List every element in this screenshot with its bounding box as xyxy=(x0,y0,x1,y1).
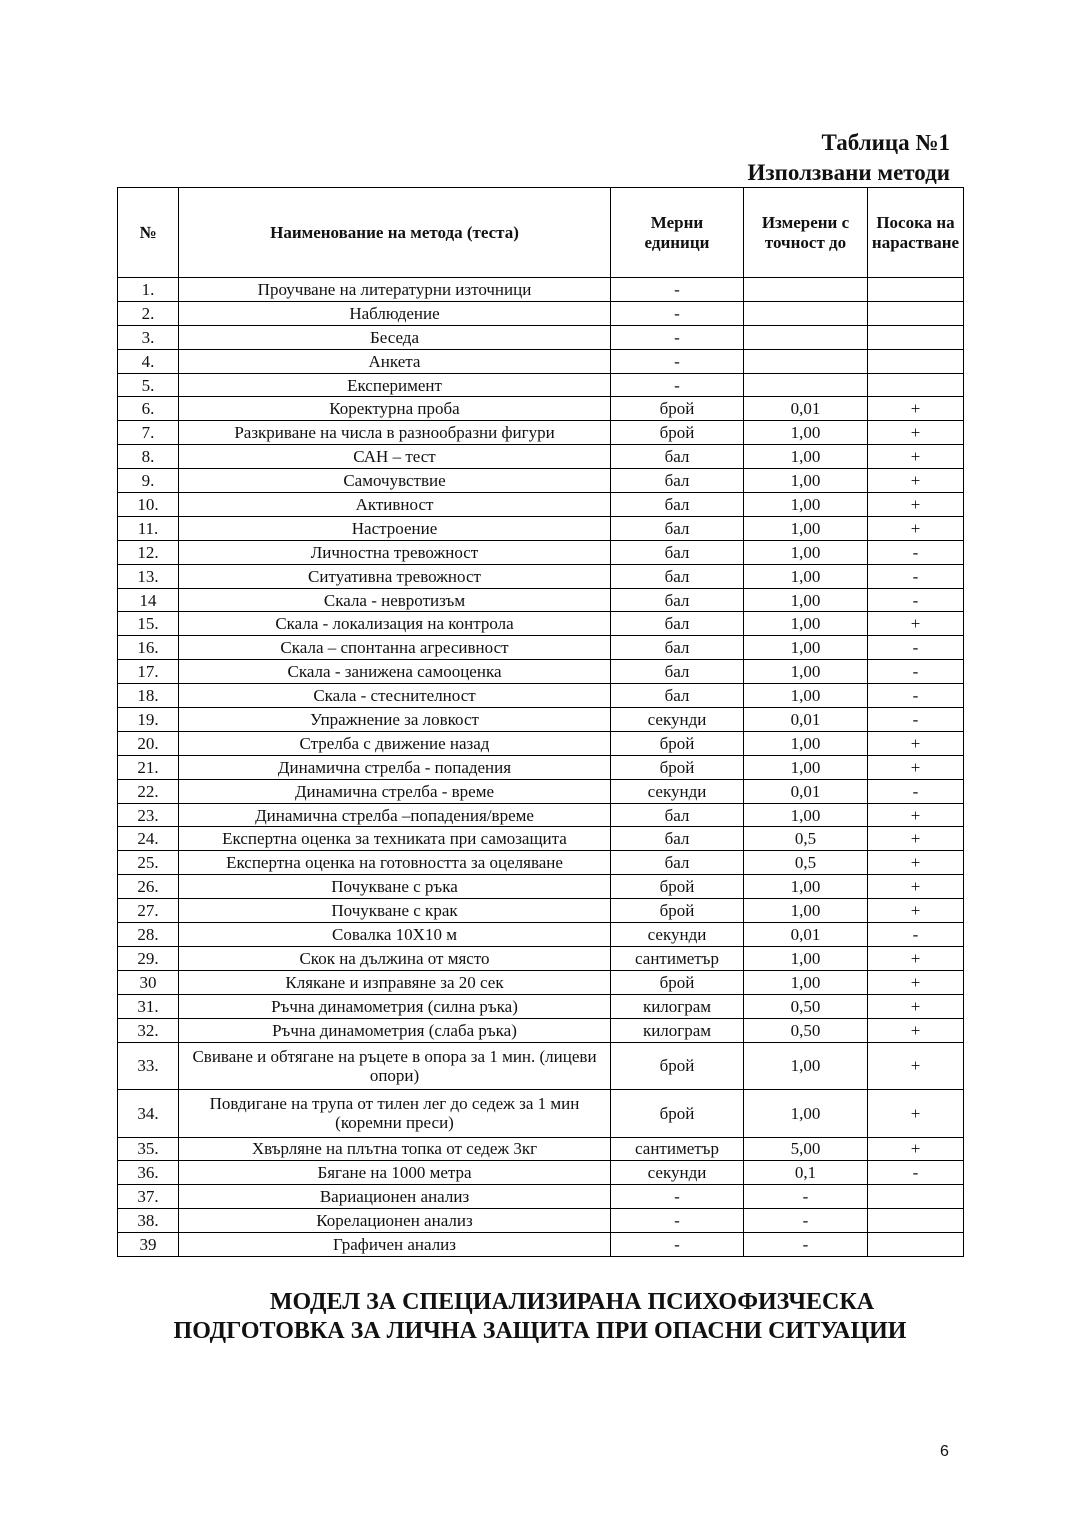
measure-unit-cell: секунди xyxy=(611,1161,744,1185)
growth-direction-cell: + xyxy=(868,899,964,923)
method-name-cell: Вариационен анализ xyxy=(179,1185,611,1209)
method-name-cell: Скала - занижена самооценка xyxy=(179,660,611,684)
row-number-cell: 10. xyxy=(118,493,179,517)
page-number: 6 xyxy=(940,1443,949,1460)
measure-unit-cell: секунди xyxy=(611,708,744,732)
precision-cell: 1,00 xyxy=(744,612,868,636)
row-number-cell: 6. xyxy=(118,397,179,421)
method-name-cell: Експертна оценка за техниката при самозащита xyxy=(179,827,611,851)
method-name-cell: Хвърляне на плътна топка от седеж 3кг xyxy=(179,1137,611,1161)
table-row xyxy=(118,445,964,469)
table-caption-number: Таблица №1 xyxy=(821,130,950,155)
method-name-cell: Беседа xyxy=(179,325,611,349)
growth-direction-cell: + xyxy=(868,397,964,421)
measure-unit-cell: брой xyxy=(611,1042,744,1090)
section-heading-line2: ПОДГОТОВКА ЗА ЛИЧНА ЗАЩИТА ПРИ ОПАСНИ СИТУАЦИИ xyxy=(173,1318,907,1344)
table-row xyxy=(118,1233,964,1257)
growth-direction-cell: + xyxy=(868,612,964,636)
measure-unit-cell: - xyxy=(611,1209,744,1233)
growth-direction-cell: - xyxy=(868,564,964,588)
method-name-cell: Експеримент xyxy=(179,373,611,397)
row-number-cell: 12. xyxy=(118,540,179,564)
method-name-cell: Корелационен анализ xyxy=(179,1209,611,1233)
precision-cell: 1,00 xyxy=(744,469,868,493)
growth-direction-cell xyxy=(868,1233,964,1257)
measure-unit-cell: бал xyxy=(611,827,744,851)
table-row xyxy=(118,970,964,994)
row-number-cell: 17. xyxy=(118,660,179,684)
table-row xyxy=(118,612,964,636)
measure-unit-cell: килограм xyxy=(611,994,744,1018)
table-row xyxy=(118,588,964,612)
row-number-cell: 27. xyxy=(118,899,179,923)
precision-cell: 1,00 xyxy=(744,516,868,540)
table-row xyxy=(118,421,964,445)
table-row xyxy=(118,301,964,325)
growth-direction-cell: + xyxy=(868,851,964,875)
measure-unit-cell: бал xyxy=(611,588,744,612)
row-number-cell: 1. xyxy=(118,278,179,302)
method-name-cell: Бягане на 1000 метра xyxy=(179,1161,611,1185)
table-row xyxy=(118,946,964,970)
method-name-cell: Скала - стеснителност xyxy=(179,684,611,708)
growth-direction-cell: + xyxy=(868,516,964,540)
precision-cell: 1,00 xyxy=(744,564,868,588)
precision-cell: 1,00 xyxy=(744,803,868,827)
precision-cell xyxy=(744,278,868,302)
method-name-cell: Разкриване на числа в разнообразни фигури xyxy=(179,421,611,445)
table-row xyxy=(118,923,964,947)
precision-cell: 1,00 xyxy=(744,731,868,755)
measure-unit-cell: - xyxy=(611,373,744,397)
table-row xyxy=(118,516,964,540)
precision-cell: 0,5 xyxy=(744,851,868,875)
precision-cell: 1,00 xyxy=(744,755,868,779)
growth-direction-cell: + xyxy=(868,493,964,517)
row-number-cell: 23. xyxy=(118,803,179,827)
row-number-cell: 7. xyxy=(118,421,179,445)
growth-direction-cell: + xyxy=(868,970,964,994)
table-row xyxy=(118,994,964,1018)
measure-unit-cell: - xyxy=(611,349,744,373)
row-number-cell: 20. xyxy=(118,731,179,755)
growth-direction-cell xyxy=(868,1185,964,1209)
method-name-cell: Настроение xyxy=(179,516,611,540)
row-number-cell: 13. xyxy=(118,564,179,588)
measure-unit-cell: брой xyxy=(611,1090,744,1138)
method-name-cell: Личностна тревожност xyxy=(179,540,611,564)
measure-unit-cell: бал xyxy=(611,636,744,660)
growth-direction-cell: - xyxy=(868,779,964,803)
growth-direction-cell: - xyxy=(868,636,964,660)
measure-unit-cell: бал xyxy=(611,612,744,636)
precision-cell: 1,00 xyxy=(744,421,868,445)
measure-unit-cell: бал xyxy=(611,516,744,540)
measure-unit-cell: брой xyxy=(611,875,744,899)
growth-direction-cell: + xyxy=(868,755,964,779)
table-row xyxy=(118,899,964,923)
measure-unit-cell: бал xyxy=(611,660,744,684)
precision-cell: 1,00 xyxy=(744,540,868,564)
row-number-cell: 18. xyxy=(118,684,179,708)
method-name-cell: Проучване на литературни източници xyxy=(179,278,611,302)
measure-unit-cell: брой xyxy=(611,421,744,445)
measure-unit-cell: - xyxy=(611,1185,744,1209)
growth-direction-cell xyxy=(868,301,964,325)
row-number-cell: 5. xyxy=(118,373,179,397)
row-number-cell: 34. xyxy=(118,1090,179,1138)
table-row xyxy=(118,397,964,421)
row-number-cell: 35. xyxy=(118,1137,179,1161)
growth-direction-cell xyxy=(868,278,964,302)
table-row xyxy=(118,1090,964,1138)
precision-cell: 1,00 xyxy=(744,684,868,708)
row-number-cell: 37. xyxy=(118,1185,179,1209)
method-name-cell: Почукване с ръка xyxy=(179,875,611,899)
growth-direction-cell xyxy=(868,349,964,373)
row-number-cell: 4. xyxy=(118,349,179,373)
table-row xyxy=(118,1185,964,1209)
measure-unit-cell: - xyxy=(611,325,744,349)
method-name-cell: Динамична стрелба - попадения xyxy=(179,755,611,779)
growth-direction-cell: + xyxy=(868,421,964,445)
table-row xyxy=(118,1137,964,1161)
table-row xyxy=(118,827,964,851)
precision-cell: 0,50 xyxy=(744,1018,868,1042)
header-method-name: Наименование на метода (теста) xyxy=(179,188,611,278)
precision-cell: 1,00 xyxy=(744,1090,868,1138)
row-number-cell: 31. xyxy=(118,994,179,1018)
growth-direction-cell: + xyxy=(868,1018,964,1042)
method-name-cell: Наблюдение xyxy=(179,301,611,325)
table-row xyxy=(118,1042,964,1090)
method-name-cell: САН – тест xyxy=(179,445,611,469)
growth-direction-cell: - xyxy=(868,1161,964,1185)
header-number: № xyxy=(118,188,179,278)
row-number-cell: 2. xyxy=(118,301,179,325)
precision-cell xyxy=(744,325,868,349)
row-number-cell: 15. xyxy=(118,612,179,636)
measure-unit-cell: бал xyxy=(611,684,744,708)
row-number-cell: 39 xyxy=(118,1233,179,1257)
precision-cell: 1,00 xyxy=(744,493,868,517)
method-name-cell: Активност xyxy=(179,493,611,517)
precision-cell: 0,50 xyxy=(744,994,868,1018)
method-name-cell: Експертна оценка на готовността за оцеляване xyxy=(179,851,611,875)
method-name-cell: Анкета xyxy=(179,349,611,373)
method-name-cell: Скала - невротизъм xyxy=(179,588,611,612)
precision-cell: 0,1 xyxy=(744,1161,868,1185)
measure-unit-cell: бал xyxy=(611,540,744,564)
growth-direction-cell: + xyxy=(868,1042,964,1090)
method-name-cell: Скала – спонтанна агресивност xyxy=(179,636,611,660)
precision-cell: 1,00 xyxy=(744,970,868,994)
growth-direction-cell: + xyxy=(868,1137,964,1161)
growth-direction-cell: + xyxy=(868,731,964,755)
measure-unit-cell: брой xyxy=(611,397,744,421)
row-number-cell: 3. xyxy=(118,325,179,349)
table-row xyxy=(118,731,964,755)
row-number-cell: 28. xyxy=(118,923,179,947)
measure-unit-cell: брой xyxy=(611,970,744,994)
precision-cell: 0,01 xyxy=(744,923,868,947)
method-name-cell: Повдигане на трупа от тилен лег до седеж за 1 мин (коремни преси) xyxy=(179,1090,611,1138)
measure-unit-cell: бал xyxy=(611,564,744,588)
precision-cell xyxy=(744,373,868,397)
table-row xyxy=(118,851,964,875)
precision-cell: 0,5 xyxy=(744,827,868,851)
measure-unit-cell: бал xyxy=(611,445,744,469)
row-number-cell: 36. xyxy=(118,1161,179,1185)
growth-direction-cell: + xyxy=(868,994,964,1018)
table-row xyxy=(118,564,964,588)
precision-cell: 1,00 xyxy=(744,588,868,612)
table-row xyxy=(118,278,964,302)
method-name-cell: Скок на дължина от място xyxy=(179,946,611,970)
precision-cell xyxy=(744,349,868,373)
precision-cell: 1,00 xyxy=(744,899,868,923)
growth-direction-cell: + xyxy=(868,1090,964,1138)
row-number-cell: 25. xyxy=(118,851,179,875)
method-name-cell: Ситуативна тревожност xyxy=(179,564,611,588)
table-row xyxy=(118,373,964,397)
row-number-cell: 14 xyxy=(118,588,179,612)
growth-direction-cell: + xyxy=(868,803,964,827)
measure-unit-cell: брой xyxy=(611,731,744,755)
precision-cell: - xyxy=(744,1209,868,1233)
measure-unit-cell: бал xyxy=(611,469,744,493)
measure-unit-cell: килограм xyxy=(611,1018,744,1042)
precision-cell: 0,01 xyxy=(744,779,868,803)
growth-direction-cell xyxy=(868,325,964,349)
precision-cell: 1,00 xyxy=(744,946,868,970)
table-row xyxy=(118,684,964,708)
growth-direction-cell: + xyxy=(868,946,964,970)
table-row xyxy=(118,1018,964,1042)
method-name-cell: Клякане и изправяне за 20 сек xyxy=(179,970,611,994)
table-row xyxy=(118,1209,964,1233)
method-name-cell: Динамична стрелба –попадения/време xyxy=(179,803,611,827)
precision-cell: 0,01 xyxy=(744,708,868,732)
table-row xyxy=(118,325,964,349)
growth-direction-cell: + xyxy=(868,827,964,851)
precision-cell: 1,00 xyxy=(744,636,868,660)
growth-direction-cell xyxy=(868,373,964,397)
precision-cell: - xyxy=(744,1233,868,1257)
row-number-cell: 8. xyxy=(118,445,179,469)
method-name-cell: Коректурна проба xyxy=(179,397,611,421)
row-number-cell: 24. xyxy=(118,827,179,851)
precision-cell: 1,00 xyxy=(744,1042,868,1090)
growth-direction-cell: - xyxy=(868,708,964,732)
header-precision: Измерени с точност до xyxy=(744,188,868,278)
precision-cell: 1,00 xyxy=(744,445,868,469)
measure-unit-cell: - xyxy=(611,278,744,302)
method-name-cell: Свиване и обтягане на ръцете в опора за 1 мин. (лицеви опори) xyxy=(179,1042,611,1090)
table-row xyxy=(118,636,964,660)
row-number-cell: 11. xyxy=(118,516,179,540)
table-row xyxy=(118,349,964,373)
row-number-cell: 29. xyxy=(118,946,179,970)
method-name-cell: Динамична стрелба - време xyxy=(179,779,611,803)
growth-direction-cell: + xyxy=(868,875,964,899)
row-number-cell: 26. xyxy=(118,875,179,899)
row-number-cell: 19. xyxy=(118,708,179,732)
growth-direction-cell: + xyxy=(868,445,964,469)
measure-unit-cell: бал xyxy=(611,803,744,827)
method-name-cell: Стрелба с движение назад xyxy=(179,731,611,755)
row-number-cell: 32. xyxy=(118,1018,179,1042)
measure-unit-cell: - xyxy=(611,301,744,325)
measure-unit-cell: брой xyxy=(611,899,744,923)
method-name-cell: Самочувствие xyxy=(179,469,611,493)
table-row xyxy=(118,779,964,803)
method-name-cell: Почукване с крак xyxy=(179,899,611,923)
growth-direction-cell: - xyxy=(868,684,964,708)
row-number-cell: 33. xyxy=(118,1042,179,1090)
growth-direction-cell: - xyxy=(868,588,964,612)
precision-cell: 1,00 xyxy=(744,660,868,684)
table-body xyxy=(118,278,964,1257)
precision-cell: 5,00 xyxy=(744,1137,868,1161)
table-row xyxy=(118,540,964,564)
precision-cell: - xyxy=(744,1185,868,1209)
table-caption-title: Използвани методи xyxy=(747,160,950,185)
table-row xyxy=(118,660,964,684)
section-heading-line1: МОДЕЛ ЗА СПЕЦИАЛИЗИРАНА ПСИХОФИЗЧЕСКА xyxy=(269,1289,875,1315)
growth-direction-cell: - xyxy=(868,660,964,684)
measure-unit-cell: секунди xyxy=(611,779,744,803)
measure-unit-cell: бал xyxy=(611,493,744,517)
table-header-row xyxy=(118,188,964,278)
method-name-cell: Скала - локализация на контрола xyxy=(179,612,611,636)
table-row xyxy=(118,875,964,899)
growth-direction-cell: - xyxy=(868,540,964,564)
growth-direction-cell: + xyxy=(868,469,964,493)
row-number-cell: 9. xyxy=(118,469,179,493)
method-name-cell: Ръчна динамометрия (слаба ръка) xyxy=(179,1018,611,1042)
table-row xyxy=(118,1161,964,1185)
method-name-cell: Упражнение за ловкост xyxy=(179,708,611,732)
precision-cell: 1,00 xyxy=(744,875,868,899)
growth-direction-cell: - xyxy=(868,923,964,947)
methods-table xyxy=(117,187,964,1257)
table-row xyxy=(118,803,964,827)
measure-unit-cell: бал xyxy=(611,851,744,875)
row-number-cell: 30 xyxy=(118,970,179,994)
row-number-cell: 22. xyxy=(118,779,179,803)
growth-direction-cell xyxy=(868,1209,964,1233)
table-row xyxy=(118,493,964,517)
method-name-cell: Совалка 10Х10 м xyxy=(179,923,611,947)
measure-unit-cell: сантиметър xyxy=(611,1137,744,1161)
table-row xyxy=(118,755,964,779)
header-units: Мерни единици xyxy=(611,188,744,278)
header-direction: Посока на нарастване xyxy=(868,188,964,278)
measure-unit-cell: секунди xyxy=(611,923,744,947)
measure-unit-cell: сантиметър xyxy=(611,946,744,970)
measure-unit-cell: брой xyxy=(611,755,744,779)
table-row xyxy=(118,708,964,732)
precision-cell xyxy=(744,301,868,325)
precision-cell: 0,01 xyxy=(744,397,868,421)
measure-unit-cell: - xyxy=(611,1233,744,1257)
row-number-cell: 38. xyxy=(118,1209,179,1233)
table-row xyxy=(118,469,964,493)
method-name-cell: Ръчна динамометрия (силна ръка) xyxy=(179,994,611,1018)
row-number-cell: 16. xyxy=(118,636,179,660)
method-name-cell: Графичен анализ xyxy=(179,1233,611,1257)
row-number-cell: 21. xyxy=(118,755,179,779)
